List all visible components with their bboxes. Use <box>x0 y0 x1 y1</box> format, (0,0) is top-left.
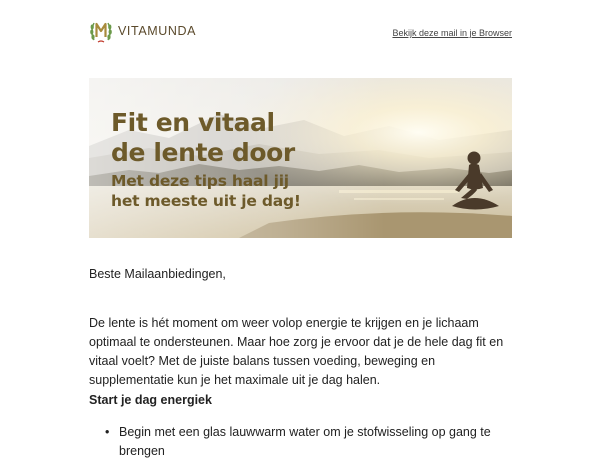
list-item <box>89 423 509 461</box>
hero-banner[interactable] <box>89 78 512 238</box>
greeting: Beste Mailaanbiedingen, <box>89 267 226 281</box>
email-header <box>89 18 512 48</box>
intro-paragraph: De lente is hét moment om weer volop energie te krijgen en je lichaam optimaal te ondersteunen. Maar hoe zorg je ervoor dat je de hele dag fit en vitaal voelt? Met de juiste balans tussen voeding, beweging en supplementatie kun je het maximale uit je dag halen. <box>89 316 504 387</box>
hero-title-line-1: Fit en vitaal <box>111 108 275 137</box>
hero-subtitle-line-1: Met deze tips haal jij <box>111 172 289 190</box>
hero-title-line-2: de lente door <box>111 138 295 167</box>
view-in-browser-link[interactable]: Bekijk deze mail in je Browser <box>392 28 512 38</box>
hero-subtitle-line-2: het meeste uit je dag! <box>111 192 301 210</box>
hero-headline <box>111 108 301 211</box>
brand-logo[interactable] <box>89 18 196 44</box>
laurel-logo-icon <box>89 18 113 44</box>
brand-name: VITAMUNDA <box>118 24 197 38</box>
tip-text: Begin met een glas lauwwarm water om je stofwisseling op gang te brengen <box>119 425 491 458</box>
tips-list <box>89 423 509 461</box>
section-heading: Start je dag energiek <box>89 393 212 407</box>
bullet-icon: • <box>105 425 110 439</box>
